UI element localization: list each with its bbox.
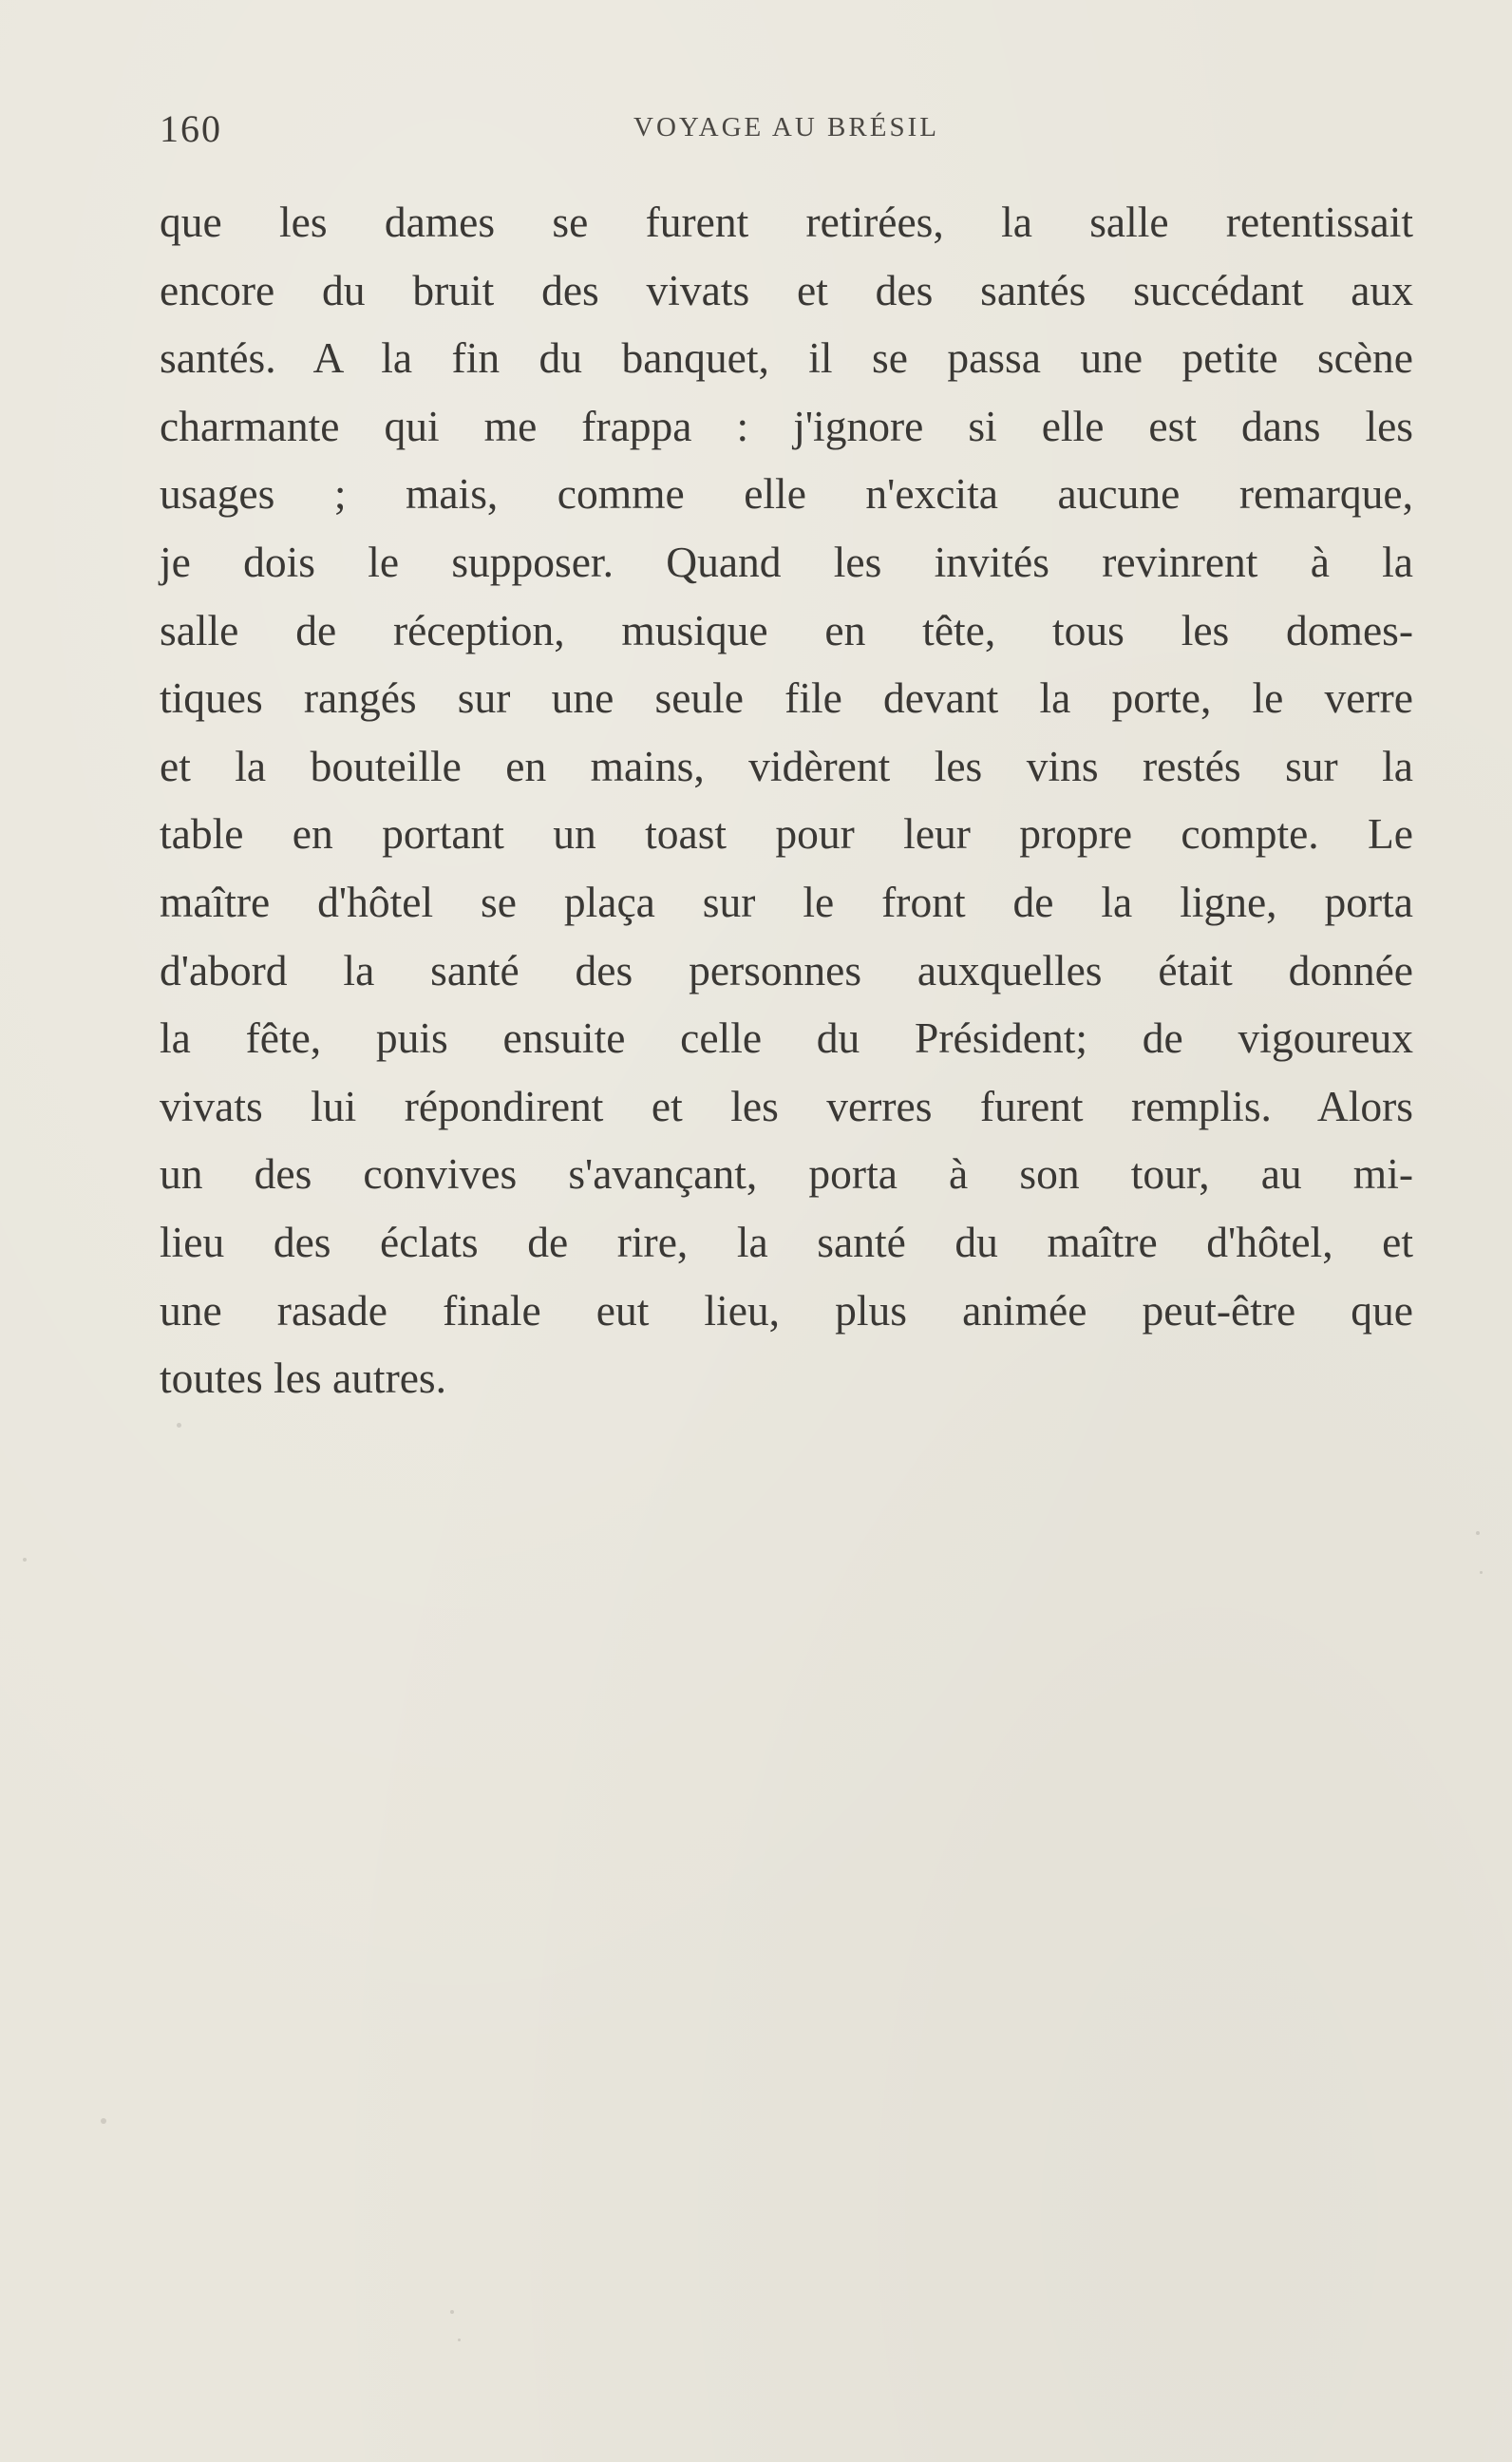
- paper-speck: [458, 2339, 461, 2341]
- text-line: et la bouteille en mains, vidèrent les vins restés sur la: [160, 741, 1413, 790]
- text-line: je dois le supposer. Quand les invités revinrent à la: [160, 537, 1413, 586]
- paper-speck: [23, 1558, 27, 1562]
- paper-speck: [450, 2310, 454, 2314]
- text-line: salle de réception, musique en tête, tous les domes-: [160, 605, 1413, 654]
- text-line: vivats lui répondirent et les verres furent remplis. Alors: [160, 1081, 1413, 1130]
- text-line: encore du bruit des vivats et des santés succédant aux: [160, 265, 1413, 314]
- running-title: VOYAGE AU BRÉSIL: [633, 112, 939, 142]
- text-line: tiques rangés sur une seule file devant la porte, le verre: [160, 673, 1413, 723]
- text-line: que les dames se furent retirées, la salle retentissait: [160, 198, 1413, 246]
- page-header: [160, 106, 1413, 156]
- text-line: un des convives s'avançant, porta à son tour, au mi-: [160, 1149, 1413, 1199]
- text-line: une rasade finale eut lieu, plus animée peut-être que: [160, 1285, 1413, 1335]
- paper-speck: [1480, 1571, 1483, 1574]
- paper-speck: [101, 2118, 106, 2124]
- text-line: santés. A la fin du banquet, il se passa une petite scène: [160, 333, 1413, 383]
- text-line: toutes les autres.: [160, 1354, 446, 1403]
- body-paragraph: [160, 188, 1413, 1412]
- text-line: lieu des éclats de rire, la santé du maître d'hôtel, et: [160, 1217, 1413, 1266]
- text-line: la fête, puis ensuite celle du Président; de vigoureux: [160, 1013, 1413, 1063]
- text-line: usages ; mais, comme elle n'excita aucune remarque,: [160, 469, 1413, 519]
- text-line: maître d'hôtel se plaça sur le front de la ligne, porta: [160, 877, 1413, 926]
- page-number: 160: [160, 107, 222, 150]
- text-line: charmante qui me frappa : j'ignore si elle est dans les: [160, 401, 1413, 450]
- text-line: d'abord la santé des personnes auxquelles était donnée: [160, 945, 1413, 994]
- paper-speck: [177, 1423, 181, 1428]
- text-line: table en portant un toast pour leur propre compte. Le: [160, 809, 1413, 859]
- paper-speck: [1476, 1531, 1480, 1535]
